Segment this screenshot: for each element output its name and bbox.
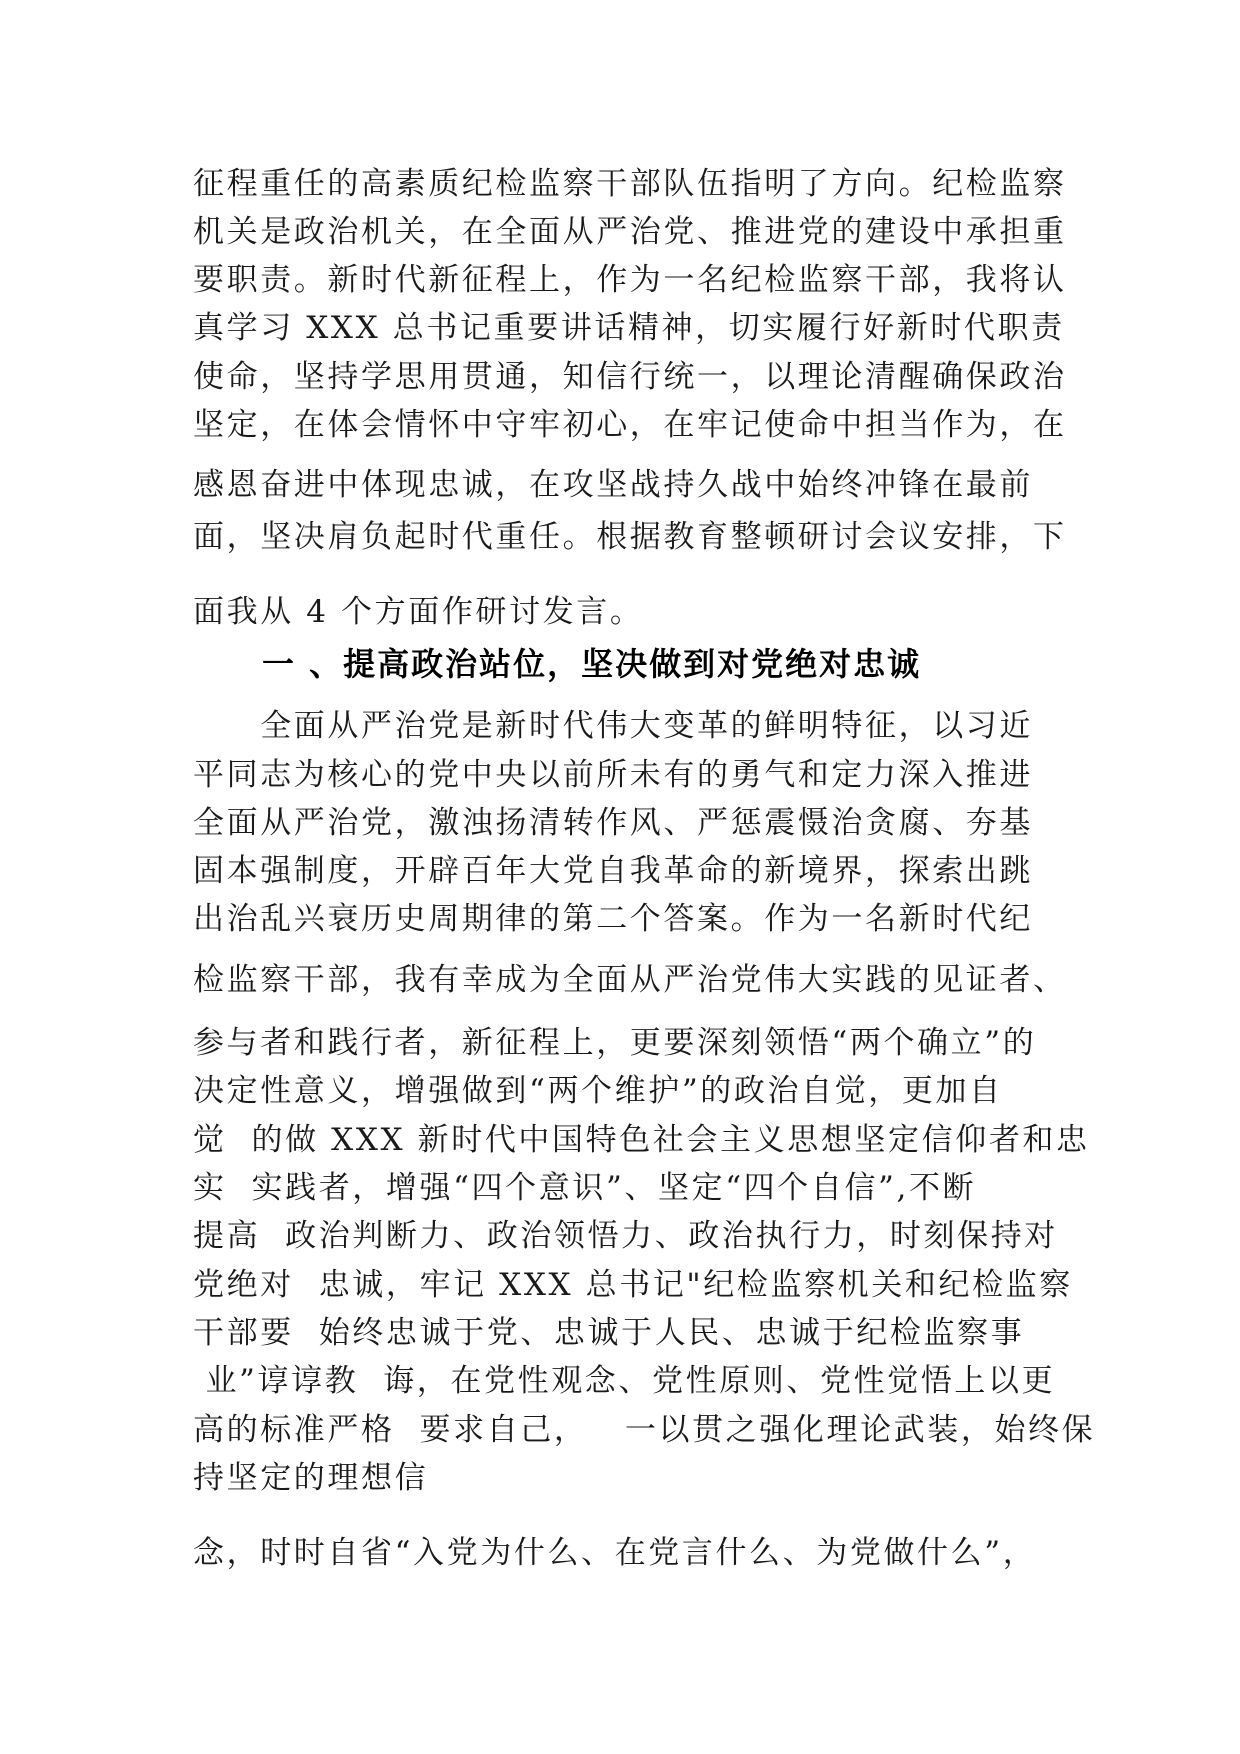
paragraph-line: 参与者和践行者，新征程上，更要深刻领悟“两个确立”的 (193, 1025, 1037, 1061)
paragraph-line: 检监察干部，我有幸成为全面从严治党伟大实践的见证者、 (193, 962, 1067, 998)
paragraph-line: 征程重任的高素质纪检监察干部队伍指明了方向。纪检监察 (193, 166, 1067, 202)
paragraph-line: 感恩奋进中体现忠诚，在攻坚战持久战中始终冲锋在最前 (193, 467, 1033, 503)
section-heading: 一 、提高政治站位，坚决做到对党绝对忠诚 (262, 645, 922, 683)
paragraph-line: 面，坚决肩负起时代重任。根据教育整顿研讨会议安排，下 (193, 519, 1067, 555)
paragraph-line: 实 实践者，增强“四个意识”、坚定“四个自信”,不断 (193, 1170, 977, 1206)
paragraph-line: 觉 的做 XXX 新时代中国特色社会主义思想坚定信仰者和忠 (193, 1122, 1090, 1158)
paragraph-line: 真学习 XXX 总书记重要讲话精神，切实履行好新时代职责 (193, 310, 1065, 346)
paragraph-line: 全面从严治党，激浊扬清转作风、严惩震慑治贪腐、夯基 (193, 805, 1033, 841)
paragraph-line: 坚定，在体会情怀中守牢初心，在牢记使命中担当作为，在 (193, 407, 1067, 443)
paragraph-line: 决定性意义，增强做到“两个维护”的政治自觉，更加自 (193, 1073, 1003, 1109)
paragraph-line: 平同志为核心的党中央以前所未有的勇气和定力深入推进 (193, 757, 1033, 793)
paragraph-line: 使命，坚持学思用贯通，知信行统一，以理论清醒确保政治 (193, 359, 1067, 395)
paragraph-line: 党绝对 忠诚，牢记 XXX 总书记"纪检监察机关和纪检监察 (193, 1267, 1073, 1303)
paragraph-line: 要职责。新时代新征程上，作为一名纪检监察干部，我将认 (193, 262, 1067, 298)
paragraph-line: 业”谆谆教 诲，在党性观念、党性原则、党性觉悟上以更 (193, 1363, 1056, 1399)
paragraph-line: 提高 政治判断力、政治领悟力、政治执行力，时刻保持对 (193, 1218, 1058, 1254)
paragraph-line: 干部要 始终忠诚于党、忠诚于人民、忠诚于纪检监察事 (193, 1315, 1025, 1351)
paragraph-line: 念，时时自省“入党为什么、在党言什么、为党做什么”， (193, 1535, 1037, 1571)
paragraph-line: 持坚定的理想信 (193, 1460, 429, 1496)
paragraph-line: 面我从 4 个方面作研讨发言。 (193, 594, 644, 630)
paragraph-line: 全面从严治党是新时代伟大变革的鲜明特征，以习近 (193, 708, 1033, 744)
paragraph-line: 高的标准严格 要求自己， 一以贯之强化理论武装，始终保 (193, 1412, 1096, 1448)
paragraph-line: 固本强制度，开辟百年大党自我革命的新境界，探索出跳 (193, 853, 1033, 889)
paragraph-line: 机关是政治机关，在全面从严治党、推进党的建设中承担重 (193, 214, 1067, 250)
paragraph-line: 出治乱兴衰历史周期律的第二个答案。作为一名新时代纪 (193, 901, 1033, 937)
